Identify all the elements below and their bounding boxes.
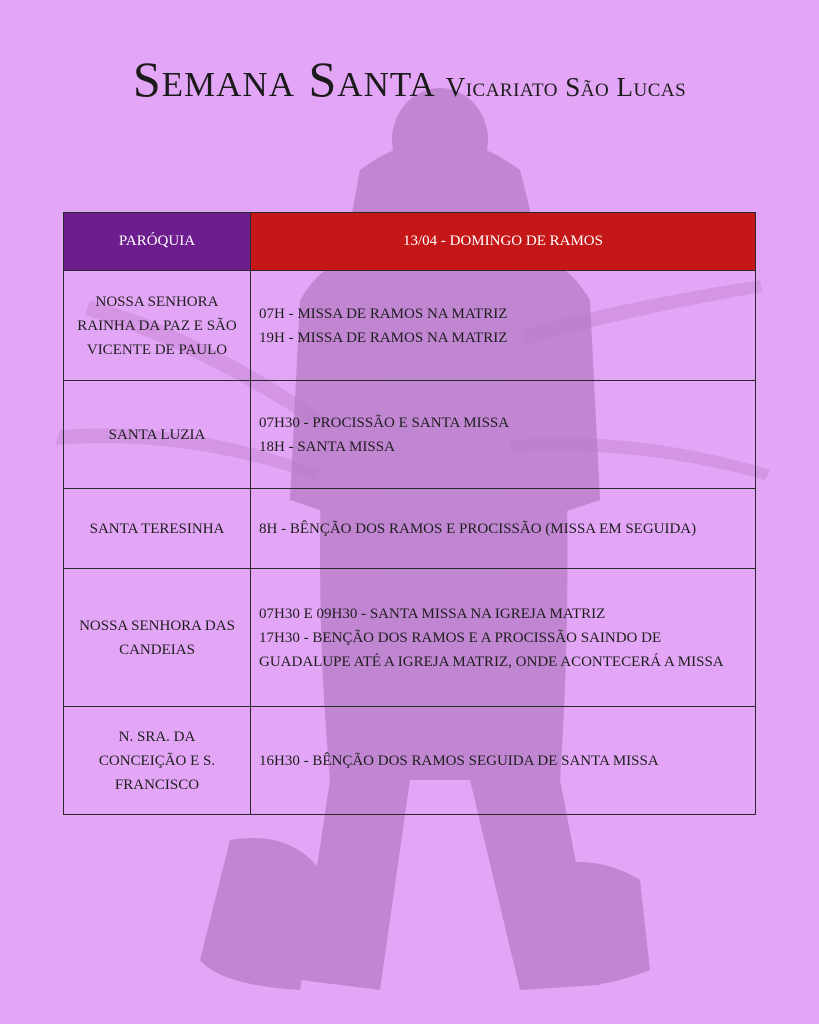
- column-header-parish: PARÓQUIA: [64, 213, 251, 271]
- table-row: [64, 381, 756, 489]
- events-cell: [251, 489, 756, 569]
- events-cell: [251, 271, 756, 381]
- event-line: 19H - MISSA DE RAMOS NA MATRIZ: [259, 329, 508, 346]
- table-row: [64, 271, 756, 381]
- parish-cell: SANTA TERESINHA: [64, 489, 251, 569]
- table-row: [64, 569, 756, 707]
- page-subtitle: Vicariato São Lucas: [445, 72, 687, 102]
- table-header-row: [64, 213, 756, 271]
- parish-cell: SANTA LUZIA: [64, 381, 251, 489]
- events-cell: [251, 707, 756, 815]
- parish-cell: NOSSA SENHORA RAINHA DA PAZ E SÃO VICENTE DE PAULO: [64, 271, 251, 381]
- parish-cell: NOSSA SENHORA DAS CANDEIAS: [64, 569, 251, 707]
- event-line: 17H30 - BENÇÃO DOS RAMOS E A PROCISSÃO SAINDO DE GUADALUPE ATÉ A IGREJA MATRIZ, ONDE ACONTECERÁ A MISSA: [259, 629, 724, 670]
- events-cell: [251, 569, 756, 707]
- parish-cell: N. SRA. DA CONCEIÇÃO E S. FRANCISCO: [64, 707, 251, 815]
- event-line: 16H30 - BÊNÇÃO DOS RAMOS SEGUIDA DE SANTA MISSA: [259, 752, 659, 769]
- event-line: 18H - SANTA MISSA: [259, 438, 395, 455]
- column-header-day: 13/04 - DOMINGO DE RAMOS: [251, 213, 756, 271]
- table-row: [64, 707, 756, 815]
- page-heading: [0, 50, 819, 108]
- table-row: [64, 489, 756, 569]
- page-title: Semana Santa: [132, 51, 436, 107]
- events-cell: [251, 381, 756, 489]
- event-line: 8H - BÊNÇÃO DOS RAMOS E PROCISSÃO (MISSA EM SEGUIDA): [259, 520, 697, 537]
- event-line: 07H - MISSA DE RAMOS NA MATRIZ: [259, 305, 508, 322]
- schedule-table: [63, 212, 756, 815]
- event-line: 07H30 - PROCISSÃO E SANTA MISSA: [259, 414, 510, 431]
- event-line: 07H30 E 09H30 - SANTA MISSA NA IGREJA MATRIZ: [259, 605, 606, 622]
